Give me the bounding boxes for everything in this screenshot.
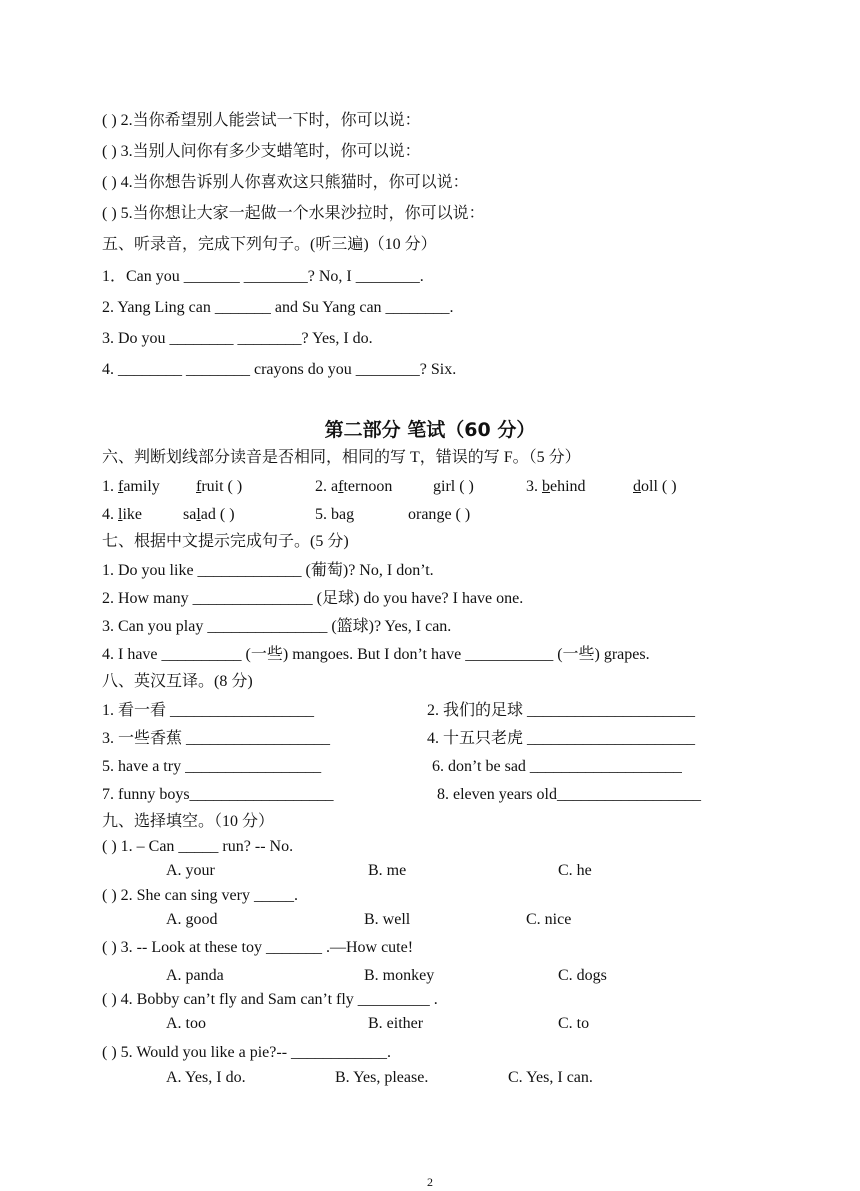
- sec7-line-2: 2. How many _______________ (足球) do you have? I have one.: [102, 590, 524, 607]
- part1-item-4: ( ) 4.当你想告诉别人你喜欢这只熊猫时，你可以说：: [102, 174, 469, 191]
- sec9-q4-stem: ( ) 4. Bobby can’t fly and Sam can’t fly _________ .: [102, 991, 438, 1008]
- sec8-heading: 八、英汉互译。(8 分): [102, 673, 253, 690]
- sec8-item-8: 8. eleven years old__________________: [437, 786, 701, 803]
- sec6-item-5b: orange ( ): [408, 506, 471, 523]
- sec9-q1-option-c: C. he: [558, 862, 592, 879]
- sec7-heading: 七、根据中文提示完成句子。(5 分): [102, 533, 349, 550]
- sec9-q1-stem: ( ) 1. – Can _____ run? -- No.: [102, 838, 294, 855]
- sec9-q1-option-b: B. me: [368, 862, 407, 879]
- sec6-item-2a: 2. afternoon: [315, 478, 393, 495]
- part2-title: 第二部分 笔试（60 分）: [324, 419, 536, 441]
- sec5-heading: 五、听录音，完成下列句子。(听三遍)（10 分）: [102, 236, 437, 253]
- sec6-item-2b: girl ( ): [433, 478, 474, 495]
- sec9-q4-option-c: C. to: [558, 1015, 590, 1032]
- sec6-item-4a: 4. like: [102, 506, 142, 523]
- sec9-q4-option-a: A. too: [166, 1015, 206, 1032]
- part1-item-5: ( ) 5.当你想让大家一起做一个水果沙拉时，你可以说：: [102, 205, 485, 222]
- sec5-line-3: 3. Do you ________ ________? Yes, I do.: [102, 330, 373, 347]
- sec5-line-1: 1．Can you _______ ________? No, I ________.: [102, 268, 424, 285]
- sec9-q5-option-b: B. Yes, please.: [335, 1069, 429, 1086]
- sec9-q3-option-a: A. panda: [166, 967, 224, 984]
- sec9-q5-option-c: C. Yes, I can.: [508, 1069, 593, 1086]
- sec8-item-1: 1. 看一看 __________________: [102, 702, 315, 719]
- sec9-heading: 九、选择填空。（10 分）: [102, 813, 275, 830]
- sec6-item-1b: fruit ( ): [196, 478, 243, 495]
- sec9-q2-option-a: A. good: [166, 911, 218, 928]
- sec7-line-1: 1. Do you like _____________ (葡萄)? No, I don’t.: [102, 562, 434, 579]
- sec6-item-5a: 5. bag: [315, 506, 355, 523]
- part1-item-2: ( ) 2.当你希望别人能尝试一下时，你可以说：: [102, 112, 421, 129]
- sec8-item-7: 7. funny boys__________________: [102, 786, 334, 803]
- part1-item-3: ( ) 3.当别人问你有多少支蜡笔时，你可以说：: [102, 143, 421, 160]
- sec5-line-2: 2. Yang Ling can _______ and Su Yang can ________.: [102, 299, 454, 316]
- sec6-heading: 六、判断划线部分读音是否相同，相同的写 T，错误的写 F。（5 分）: [102, 449, 581, 466]
- sec9-q2-option-b: B. well: [364, 911, 411, 928]
- sec8-item-4: 4. 十五只老虎 _____________________: [427, 730, 696, 747]
- sec8-item-3: 3. 一些香蕉 __________________: [102, 730, 331, 747]
- sec6-item-3b: doll ( ): [633, 478, 677, 495]
- sec9-q1-option-a: A. your: [166, 862, 215, 879]
- sec7-line-4: 4. I have __________ (一些) mangoes. But I don’t have ___________ (一些) grapes.: [102, 646, 650, 663]
- sec9-q2-option-c: C. nice: [526, 911, 572, 928]
- sec6-item-1a: 1. family: [102, 478, 160, 495]
- sec9-q3-option-b: B. monkey: [364, 967, 435, 984]
- sec5-line-4: 4. ________ ________ crayons do you ________? Six.: [102, 361, 457, 378]
- sec9-q2-stem: ( ) 2. She can sing very _____.: [102, 887, 298, 904]
- page-number: 2: [427, 1175, 433, 1189]
- sec7-line-3: 3. Can you play _______________ (篮球)? Yes, I can.: [102, 618, 452, 635]
- sec9-q3-stem: ( ) 3. -- Look at these toy _______ .—How cute!: [102, 939, 414, 956]
- sec9-q5-option-a: A. Yes, I do.: [166, 1069, 246, 1086]
- sec8-item-6: 6. don’t be sad ___________________: [432, 758, 682, 775]
- sec8-item-2: 2. 我们的足球 _____________________: [427, 702, 696, 719]
- sec9-q5-stem: ( ) 5. Would you like a pie?-- ____________.: [102, 1044, 392, 1061]
- sec9-q3-option-c: C. dogs: [558, 967, 607, 984]
- sec9-q4-option-b: B. either: [368, 1015, 424, 1032]
- sec6-item-3a: 3. behind: [526, 478, 586, 495]
- sec6-item-4b: salad ( ): [183, 506, 235, 523]
- sec8-item-5: 5. have a try _________________: [102, 758, 322, 775]
